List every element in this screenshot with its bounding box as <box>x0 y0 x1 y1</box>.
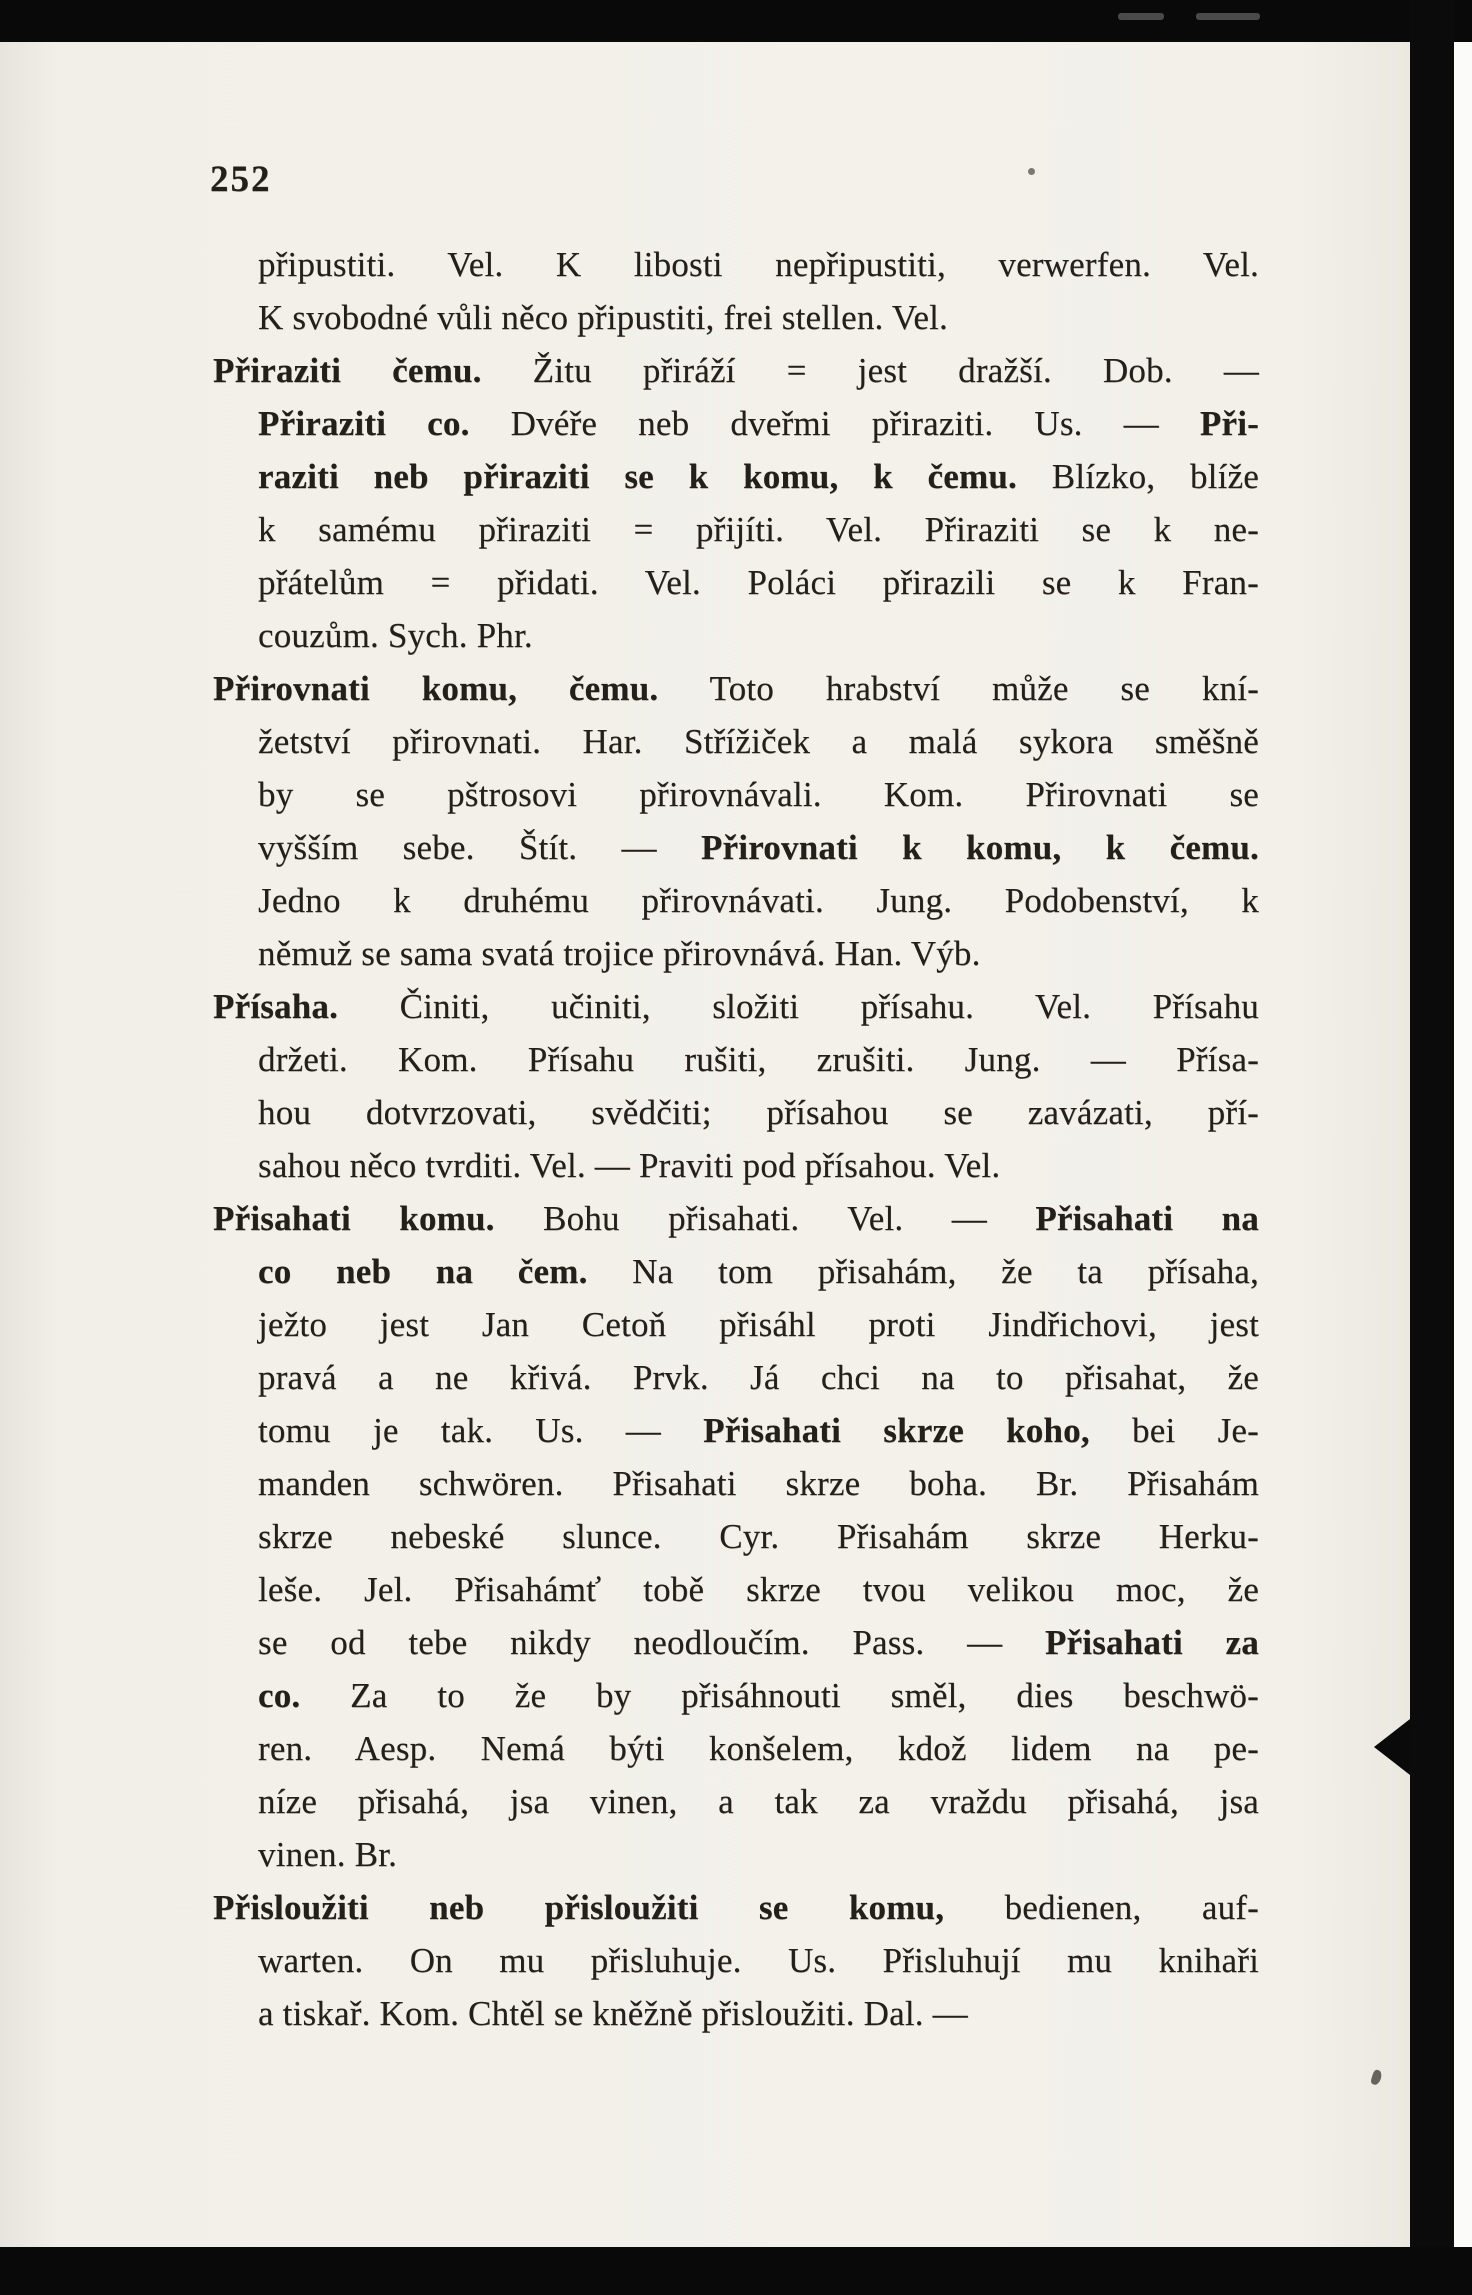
text-run: leše. Jel. Přisahámť tobě skrze tvou velikou moc, že <box>258 1570 1259 1609</box>
headword: co. <box>258 1676 301 1715</box>
scan-speck <box>1028 168 1035 175</box>
text-run: žetství přirovnati. Har. Střížiček a malá sykora směšně <box>258 722 1259 761</box>
text-line <box>213 1775 1259 1828</box>
headword: co neb na čem. <box>258 1252 588 1291</box>
scan-mark <box>1196 13 1260 20</box>
text-line <box>213 1510 1259 1563</box>
text-line <box>213 1298 1259 1351</box>
text-run: vinen. Br. <box>258 1835 398 1874</box>
page-number: 252 <box>210 159 272 200</box>
text-run: vyšším sebe. Štít. — <box>258 828 701 867</box>
text-line <box>213 768 1259 821</box>
text-run: Toto hrabství může se kní- <box>658 669 1260 708</box>
text-line <box>213 1987 1259 2040</box>
text-run: pravá a ne křivá. Prvk. Já chci na to přisahat, že <box>258 1358 1259 1397</box>
text-line <box>213 1404 1259 1457</box>
text-line <box>213 450 1259 503</box>
text-line <box>213 1139 1259 1192</box>
scan-mark <box>1118 13 1164 20</box>
text-line <box>213 609 1259 662</box>
text-run: manden schwören. Přisahati skrze boha. Br. Přisahám <box>258 1464 1259 1503</box>
scan-speck <box>1370 2069 1383 2086</box>
text-line <box>213 1086 1259 1139</box>
text-run: ježto jest Jan Cetoň přisáhl proti Jindřichovi, jest <box>258 1305 1259 1344</box>
text-run: couzům. Sych. Phr. <box>258 616 533 655</box>
headword: Přirovnati k komu, k čemu. <box>700 828 1260 867</box>
text-run: přátelům = přidati. Vel. Poláci přirazili se k Fran- <box>258 563 1259 602</box>
text-line <box>213 715 1259 768</box>
left-arrow-marker-icon <box>1374 1719 1410 1775</box>
text-line <box>213 1351 1259 1404</box>
text-run: němuž se sama svatá trojice přirovnává. Han. Výb. <box>258 934 981 973</box>
text-run: warten. On mu přisluhuje. Us. Přisluhují mu knihaři <box>258 1941 1259 1980</box>
text-run: Za to že by přisáhnouti směl, dies beschwö- <box>300 1676 1259 1715</box>
text-run: by se pštrosovi přirovnávali. Kom. Přirovnati se <box>258 775 1259 814</box>
headword: Při- <box>1199 404 1259 443</box>
text-run: Činiti, učiniti, složiti přísahu. Vel. Přísahu <box>338 987 1259 1026</box>
text-run: k samému přiraziti = přijíti. Vel. Přiraziti se k ne- <box>258 510 1259 549</box>
text-line <box>213 1192 1259 1245</box>
text-run: tomu je tak. Us. — <box>258 1411 704 1450</box>
text-run: níze přisahá, jsa vinen, a tak za vraždu přisahá, jsa <box>258 1782 1259 1821</box>
text-run: Blízko, blíže <box>1017 457 1259 496</box>
headword: Přisahati komu. <box>213 1199 495 1238</box>
text-line <box>213 556 1259 609</box>
text-line <box>213 662 1259 715</box>
text-line <box>213 238 1259 291</box>
text-line <box>213 1669 1259 1722</box>
text-run: Na tom přisahám, že ta přísaha, <box>587 1252 1259 1291</box>
text-run: Žitu přiráží = jest dražší. Dob. — <box>481 351 1259 390</box>
text-run: Bohu přisahati. Vel. — <box>494 1199 1036 1238</box>
text-line <box>213 980 1259 1033</box>
headword: Přiraziti čemu. <box>213 351 482 390</box>
text-run: Jedno k druhému přirovnávati. Jung. Podobenství, k <box>258 881 1259 920</box>
text-line <box>213 1722 1259 1775</box>
text-run: držeti. Kom. Přísahu rušiti, zrušiti. Jung. — Přísa- <box>258 1040 1259 1079</box>
text-run: se od tebe nikdy neodloučím. Pass. — <box>258 1623 1045 1662</box>
text-block <box>213 238 1259 2040</box>
text-line <box>213 1245 1259 1298</box>
text-line <box>213 1881 1259 1934</box>
text-line <box>213 1828 1259 1881</box>
text-line <box>213 1934 1259 1987</box>
text-run: K svobodné vůli něco připustiti, frei stellen. Vel. <box>258 298 948 337</box>
text-run: hou dotvrzovati, svědčiti; přísahou se zavázati, pří- <box>258 1093 1259 1132</box>
text-run: bei Je- <box>1089 1411 1259 1450</box>
headword: Přirovnati komu, čemu. <box>213 669 659 708</box>
text-line <box>213 821 1259 874</box>
text-run: bedienen, auf- <box>944 1888 1259 1927</box>
text-line <box>213 291 1259 344</box>
text-line <box>213 874 1259 927</box>
text-run: sahou něco tvrditi. Vel. — Praviti pod přísahou. Vel. <box>258 1146 1001 1185</box>
text-run: a tiskař. Kom. Chtěl se kněžně přisloužiti. Dal. — <box>258 1994 968 2033</box>
text-line <box>213 927 1259 980</box>
text-line <box>213 1616 1259 1669</box>
scan-edge-right <box>1410 0 1454 2295</box>
text-line <box>213 1563 1259 1616</box>
page-edge-strip <box>1454 42 1472 2247</box>
text-line <box>213 1457 1259 1510</box>
headword: Přiraziti co. <box>258 404 470 443</box>
text-line <box>213 344 1259 397</box>
text-run: ren. Aesp. Nemá býti konšelem, kdož lidem na pe- <box>258 1729 1259 1768</box>
text-run: skrze nebeské slunce. Cyr. Přisahám skrze Herku- <box>258 1517 1259 1556</box>
headword: Přisahati na <box>1035 1199 1259 1238</box>
headword: raziti neb přiraziti se k komu, k čemu. <box>258 457 1018 496</box>
headword: Přisloužiti neb přisloužiti se komu, <box>213 1888 945 1927</box>
scan-edge-bottom <box>0 2247 1472 2295</box>
text-line <box>213 503 1259 556</box>
text-run: Dvéře neb dveřmi přiraziti. Us. — <box>469 404 1200 443</box>
headword: Přísaha. <box>213 987 339 1026</box>
scan-edge-top <box>0 0 1472 42</box>
headword: Přisahati za <box>1044 1623 1259 1662</box>
text-run: připustiti. Vel. K libosti nepřipustiti, verwerfen. Vel. <box>258 245 1259 284</box>
headword: Přisahati skrze koho, <box>703 1411 1090 1450</box>
text-line <box>213 397 1259 450</box>
text-line <box>213 1033 1259 1086</box>
